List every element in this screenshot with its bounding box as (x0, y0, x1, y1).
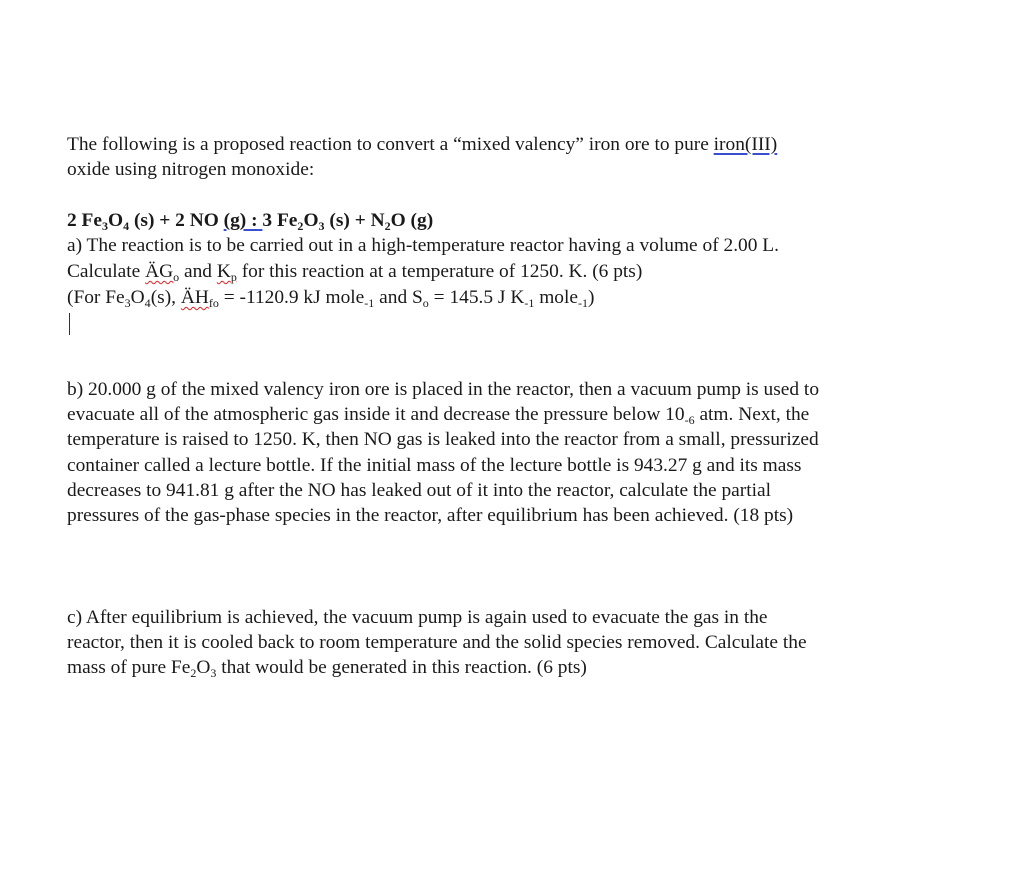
part-b-line-5 (67, 479, 771, 503)
text: pressures of the gas-phase species in the reactor, after equilibrium has been achieved. (18 pts) (67, 505, 794, 526)
product-fe2o3: 3 Fe (262, 210, 298, 231)
part-c-line-3 (67, 656, 587, 680)
intro-text-2: oxide using nitrogen monoxide: (67, 159, 315, 180)
part-b-line-3 (67, 428, 819, 452)
grammar-flagged-arrow[interactable]: (g) : (223, 210, 263, 231)
text: and (179, 261, 217, 282)
subscript: p (230, 269, 237, 284)
reactant-fe3o4: 2 Fe (67, 210, 102, 231)
exponent: -6 (684, 412, 695, 427)
superscript: o (212, 295, 219, 310)
exponent: -1 (524, 295, 535, 310)
text: evacuate all of the atmospheric gas inside it and decrease the pressure below 10 (67, 404, 685, 425)
text: that would be generated in this reaction. (6 pts) (216, 657, 587, 678)
part-c-line-2 (67, 631, 807, 655)
text: c) After equilibrium is achieved, the vacuum pump is again used to evacuate the gas in the (67, 607, 768, 628)
text: atm. Next, the (694, 404, 810, 425)
text: b) 20.000 g of the mixed valency iron ore is placed in the reactor, then a vacuum pump is used to (67, 379, 820, 400)
text: container called a lecture bottle. If the initial mass of the lecture bottle is 943.27 g and its mass (67, 455, 802, 476)
subscript: o (173, 269, 180, 284)
text: (s), (150, 287, 181, 308)
text: mole (534, 287, 578, 308)
element: O (108, 210, 124, 231)
part-c-line-1 (67, 606, 768, 630)
subscript: 3 (210, 665, 217, 680)
text: mass of pure Fe (67, 657, 191, 678)
exponent: -1 (577, 295, 588, 310)
text: decreases to 941.81 g after the NO has leaked out of it into the reactor, calculate the partial (67, 480, 771, 501)
part-b-line-4 (67, 454, 801, 478)
element: O (196, 657, 211, 678)
text: (For Fe (67, 287, 125, 308)
subscript: 3 (318, 218, 325, 233)
intro-text: The following is a proposed reaction to convert a “mixed valency” iron ore to pure (67, 134, 714, 155)
part-b-line-6 (67, 504, 793, 528)
text: Calculate (67, 261, 146, 282)
product-n2o-rest: O (g) (390, 210, 434, 231)
product-n2o: (s) + N (324, 210, 385, 231)
text: for this reaction at a temperature of 1250. K. (6 pts) (236, 261, 643, 282)
part-a-text: a) The reaction is to be carried out in a high-temperature reactor having a volume of 2.00 L. (67, 235, 779, 256)
subscript: 2 (297, 218, 304, 233)
subscript: o (422, 295, 429, 310)
text: ) (587, 287, 595, 308)
spell-flagged-kp[interactable] (217, 261, 237, 282)
subscript: 4 (123, 218, 130, 233)
part-b-line-2 (67, 403, 809, 427)
text: temperature is raised to 1250. K, then NO gas is leaked into the reactor from a small, pressurized (67, 429, 819, 450)
part-a-line-3 (67, 286, 594, 310)
delta-g-symbol: ÄG (145, 261, 174, 282)
subscript: f (208, 295, 213, 310)
part-a-line-1 (67, 234, 779, 258)
subscript: 4 (144, 295, 151, 310)
text: and S (374, 287, 423, 308)
subscript: 2 (190, 665, 197, 680)
part-b-line-1 (67, 378, 819, 402)
element: O (130, 287, 145, 308)
subscript: 3 (124, 295, 131, 310)
text-cursor (69, 313, 70, 335)
subscript: 2 (384, 218, 391, 233)
intro-line-2 (67, 158, 314, 182)
element: O (303, 210, 319, 231)
reactant-no: (s) + 2 NO (129, 210, 224, 231)
grammar-flagged-word[interactable]: iron(III) (713, 134, 778, 155)
delta-h-symbol: ÄH (180, 287, 209, 308)
part-a-line-2 (67, 260, 642, 284)
intro-line-1 (67, 133, 777, 157)
reaction-equation (67, 209, 433, 233)
text: = 145.5 J K (428, 287, 525, 308)
text: reactor, then it is cooled back to room temperature and the solid species removed. Calculate the (67, 632, 807, 653)
kp-symbol: K (216, 261, 231, 282)
text: = -1120.9 kJ mole (218, 287, 365, 308)
exponent: -1 (364, 295, 375, 310)
subscript: 3 (102, 218, 109, 233)
spell-flagged-delta-g[interactable] (145, 261, 179, 282)
spell-flagged-delta-h[interactable] (181, 287, 213, 308)
